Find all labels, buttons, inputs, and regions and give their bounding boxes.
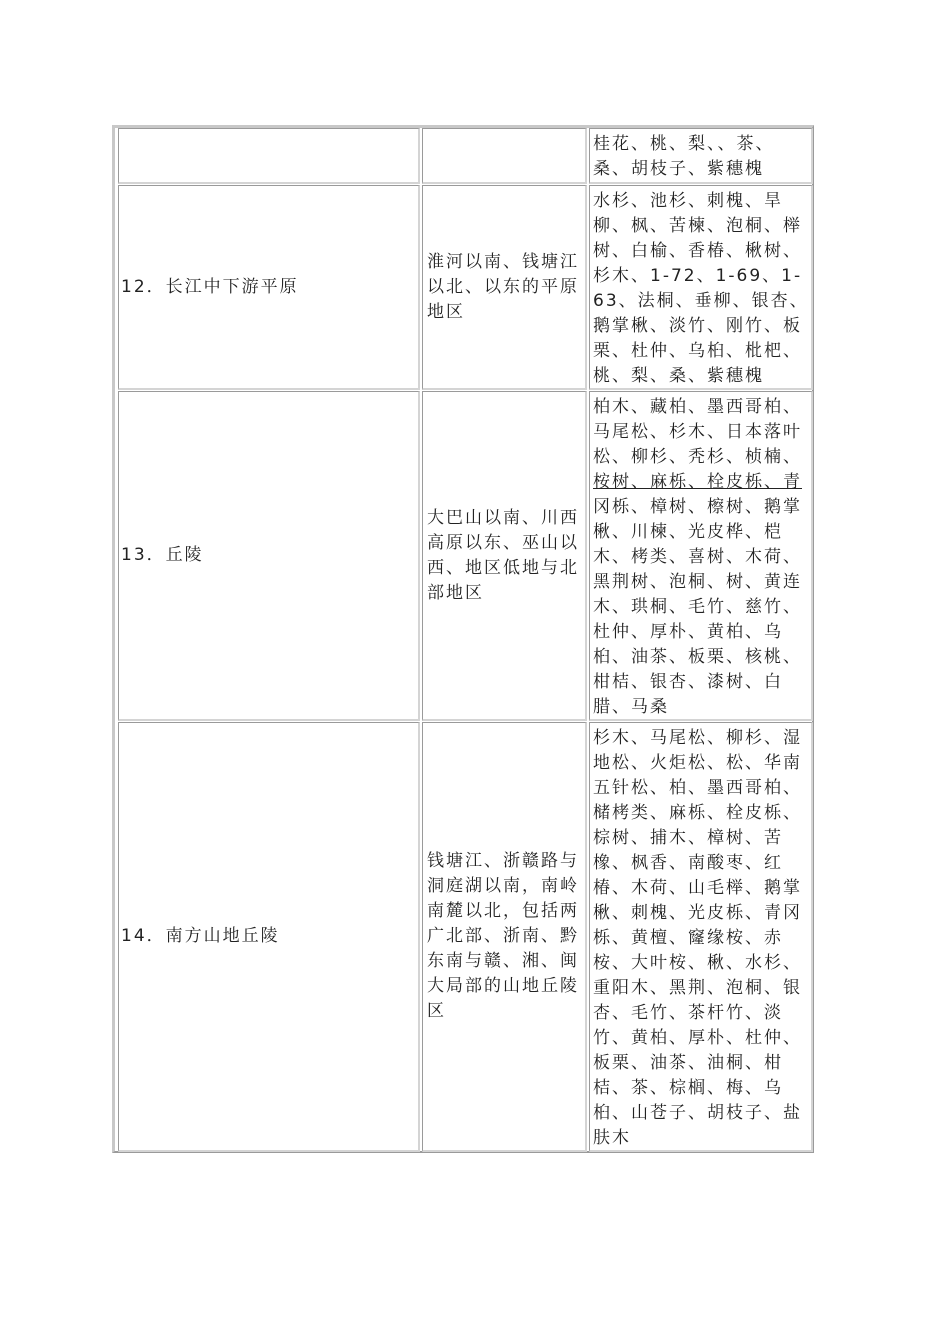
region-cell: 13．丘陵 [118, 391, 420, 721]
species-line: 杏、毛竹、茶杆竹、淡 [593, 1003, 783, 1023]
species-line: 桂花、桃、梨、、茶、 [593, 134, 775, 154]
species-line: 椿、木荷、山毛榉、鹅掌 [593, 878, 802, 898]
species-line: 桉、大叶桉、楸、水杉、 [593, 953, 802, 973]
species-line: 柏木、藏柏、墨西哥柏、 [593, 397, 802, 417]
species-line: 楸、川楝、光皮桦、桤 [593, 522, 783, 542]
species-line: 黑荆树、泡桐、树、黄连 [593, 572, 802, 592]
species-line: 板栗、油茶、油桐、柑 [593, 1053, 783, 1073]
species-line: 桉树、麻栎、栓皮栎、青 [593, 472, 802, 492]
species-line: 杜仲、厚朴、黄柏、乌 [593, 622, 783, 642]
species-line: 栎、黄檀、窿缘桉、赤 [593, 928, 783, 948]
species-cell [589, 391, 813, 721]
species-line: 桕、油茶、板栗、核桃、 [593, 647, 802, 667]
scope-cell: 大巴山以南、川西高原以东、巫山以西、地区低地与北部地区 [422, 391, 587, 721]
species-line: 桃、梨、桑、紫穗槐 [593, 366, 764, 386]
species-line: 重阳木、黑荆、泡桐、银 [593, 978, 802, 998]
species-line: 栗、杜仲、乌桕、枇杷、 [593, 341, 802, 361]
species-line: 桕、山苍子、胡枝子、盐 [593, 1103, 802, 1123]
table-row [118, 391, 812, 721]
species-line: 桔、茶、棕榈、梅、乌 [593, 1078, 783, 1098]
species-line: 冈栎、樟树、檫树、鹅掌 [593, 497, 802, 517]
species-line: 树、白榆、香椿、楸树、 [593, 241, 802, 261]
species-line: 水杉、池杉、刺槐、旱 [593, 191, 783, 211]
scope-cell: 淮河以南、钱塘江以北、以东的平原地区 [422, 185, 587, 390]
species-line: 马尾松、杉木、日本落叶 [593, 422, 802, 442]
species-line: 柳、枫、苦楝、泡桐、榉 [593, 216, 802, 236]
scope-cell: 钱塘江、浙赣路与洞庭湖以南，南岭南麓以北，包括两广北部、浙南、黔东南与赣、湘、闽大局部的山地丘陵区 [422, 722, 587, 1152]
species-line: 楸、刺槐、光皮栎、青冈 [593, 903, 802, 923]
species-line: 木、栲类、喜树、木荷、 [593, 547, 802, 567]
species-line: 棕树、捕木、樟树、苦 [593, 828, 783, 848]
species-line: 桑、胡枝子、紫穗槐 [593, 159, 764, 179]
region-cell: 14．南方山地丘陵 [118, 722, 420, 1152]
scope-cell [422, 128, 587, 184]
species-line: 腊、马桑 [593, 697, 669, 717]
species-line: 杉木、马尾松、柳杉、湿 [593, 728, 802, 748]
region-cell: 12．长江中下游平原 [118, 185, 420, 390]
species-line: 柑桔、银杏、漆树、白 [593, 672, 783, 692]
species-line: 地松、火炬松、松、华南 [593, 753, 802, 773]
species-cell [589, 128, 813, 184]
species-line: 肤木 [593, 1128, 631, 1148]
species-line: 松、柳杉、秃杉、桢楠、 [593, 447, 802, 467]
species-line: 橡、枫香、南酸枣、红 [593, 853, 783, 873]
species-line: 木、珙桐、毛竹、慈竹、 [593, 597, 802, 617]
table-row [118, 185, 812, 390]
region-cell [118, 128, 420, 184]
species-table [112, 125, 814, 1153]
species-line: 竹、黄柏、厚朴、杜仲、 [593, 1028, 802, 1048]
table-row [118, 722, 812, 1152]
species-line: 63、法桐、垂柳、银杏、 [593, 291, 809, 311]
species-line: 杉木、1-72、1-69、1- [593, 266, 803, 286]
species-cell [589, 185, 813, 390]
species-cell [589, 722, 813, 1152]
table-row [118, 128, 812, 184]
species-line: 槠栲类、麻栎、栓皮栎、 [593, 803, 802, 823]
species-line: 五针松、柏、墨西哥柏、 [593, 778, 802, 798]
species-line: 鹅掌楸、淡竹、刚竹、板 [593, 316, 802, 336]
